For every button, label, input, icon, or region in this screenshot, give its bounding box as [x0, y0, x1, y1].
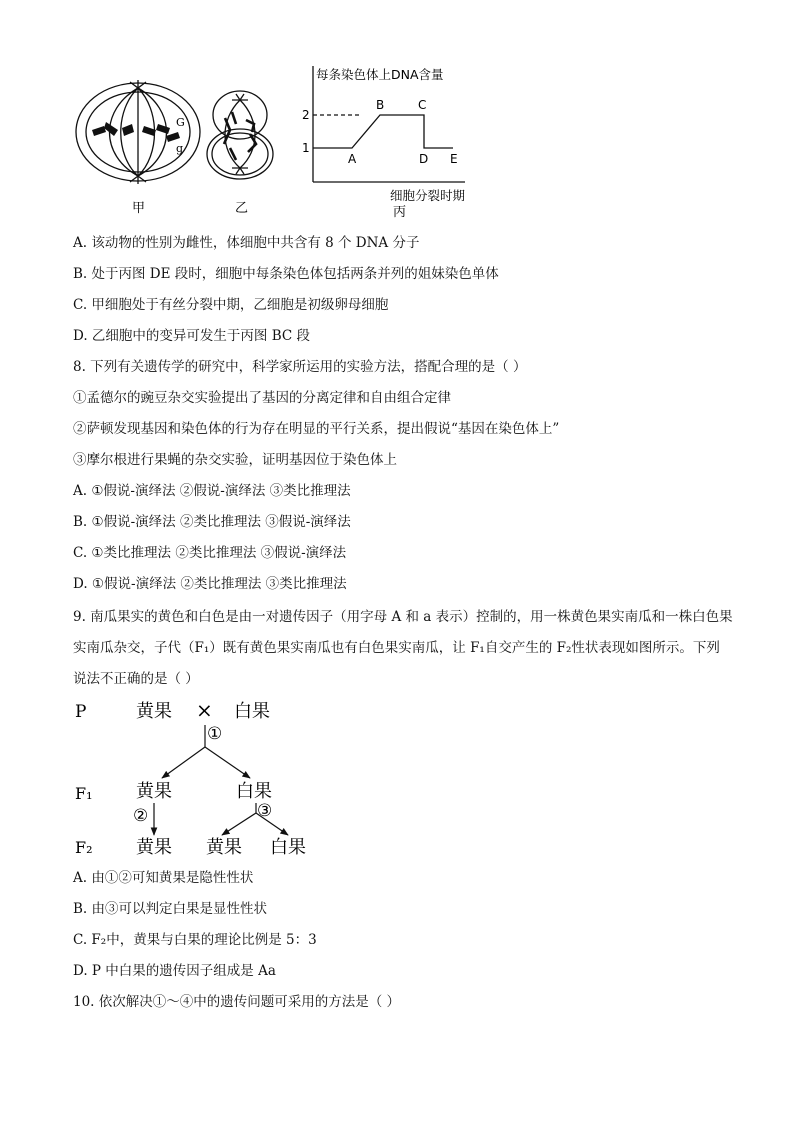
- f2-yellow-fruit-1: 黄果: [136, 837, 172, 858]
- dna-graph: [302, 66, 466, 203]
- gene-label-lower: g: [176, 142, 184, 155]
- cross-symbol: ×: [196, 698, 213, 722]
- q9-option-d: D. P 中白果的遗传因子组成是 Aa: [73, 963, 276, 979]
- cell-yi-diagram: [207, 91, 273, 179]
- cross-diagram: [70, 695, 330, 865]
- q8-option-b: B. ①假说-演绎法 ②类比推理法 ③假说-演绎法: [73, 514, 351, 530]
- q9-option-a: A. 由①②可知黄果是隐性性状: [73, 870, 254, 886]
- q7-option-b: B. 处于丙图 DE 段时，细胞中每条染色体包括两条并列的姐妹染色单体: [73, 266, 499, 282]
- step-1-marker: ①: [207, 724, 223, 744]
- label-yi: 乙: [235, 201, 249, 216]
- q7-option-c: C. 甲细胞处于有丝分裂中期，乙细胞是初级卵母细胞: [73, 297, 389, 313]
- graph-point-d: D: [419, 152, 429, 166]
- chromosomes-jia: [92, 122, 180, 142]
- q9-option-b: B. 由③可以判定白果是显性性状: [73, 901, 268, 917]
- label-jia: 甲: [132, 201, 146, 216]
- graph-point-c: C: [418, 98, 427, 112]
- f2-white-fruit: 白果: [270, 837, 306, 858]
- f2-yellow-fruit-2: 黄果: [206, 837, 242, 858]
- q8-option-c: C. ①类比推理法 ②类比推理法 ③假说-演绎法: [73, 545, 347, 561]
- graph-point-b: B: [376, 98, 385, 112]
- q10-stem: 10. 依次解决①～④中的遗传问题可采用的方法是（ ）: [73, 994, 401, 1010]
- gen-label-f2: F₂: [75, 838, 93, 857]
- graph-point-a: A: [348, 152, 357, 166]
- step-3-marker: ③: [257, 801, 273, 821]
- q8-option-d: D. ①假说-演绎法 ②类比推理法 ③类比推理法: [73, 576, 347, 592]
- f1-yellow-fruit: 黄果: [136, 781, 172, 802]
- q9-option-c: C. F₂中，黄果与白果的理论比例是 5：3: [73, 932, 317, 948]
- graph-xlabel: 细胞分裂时期: [390, 188, 466, 203]
- p-yellow-fruit: 黄果: [136, 701, 172, 722]
- q9-stem: 9. 南瓜果实的黄色和白色是由一对遗传因子（用字母 A 和 a 表示）控制的，用一株黄色果实南瓜和一株白色果实南瓜杂交，子代（F₁）既有黄色果实南瓜也有白色果实南瓜，让 F₁自交产生的 F₂性状表现如图所示。下列说法不正确的是（ ）: [73, 609, 733, 687]
- f1-white-fruit: 白果: [236, 781, 272, 802]
- q8-stem: 8. 下列有关遗传学的研究中，科学家所运用的实验方法，搭配合理的是（ ）: [73, 359, 527, 375]
- graph-ylabel: 每条染色体上DNA含量: [316, 67, 444, 82]
- label-bing: 丙: [393, 205, 407, 220]
- gen-label-p: P: [75, 702, 87, 722]
- cell-figure: [70, 60, 490, 225]
- q8-option-a: A. ①假说-演绎法 ②假说-演绎法 ③类比推理法: [73, 483, 351, 499]
- q7-option-d: D. 乙细胞中的变异可发生于丙图 BC 段: [73, 328, 311, 344]
- p-white-fruit: 白果: [234, 701, 270, 722]
- graph-y1: 1: [302, 141, 310, 155]
- graph-y2: 2: [302, 108, 310, 122]
- step-2-marker: ②: [133, 806, 149, 826]
- q8-statement-2: ②萨顿发现基因和染色体的行为存在明显的平行关系，提出假说“基因在染色体上”: [73, 421, 560, 437]
- q8-statement-3: ③摩尔根进行果蝇的杂交实验，证明基因位于染色体上: [73, 452, 397, 468]
- q8-statement-1: ①孟德尔的豌豆杂交实验提出了基因的分离定律和自由组合定律: [73, 390, 451, 406]
- graph-point-e: E: [450, 152, 458, 166]
- q7-option-a: A. 该动物的性别为雌性，体细胞中共含有 8 个 DNA 分子: [73, 235, 420, 251]
- gene-label-upper: G: [176, 116, 185, 129]
- gen-label-f1: F₁: [75, 784, 93, 803]
